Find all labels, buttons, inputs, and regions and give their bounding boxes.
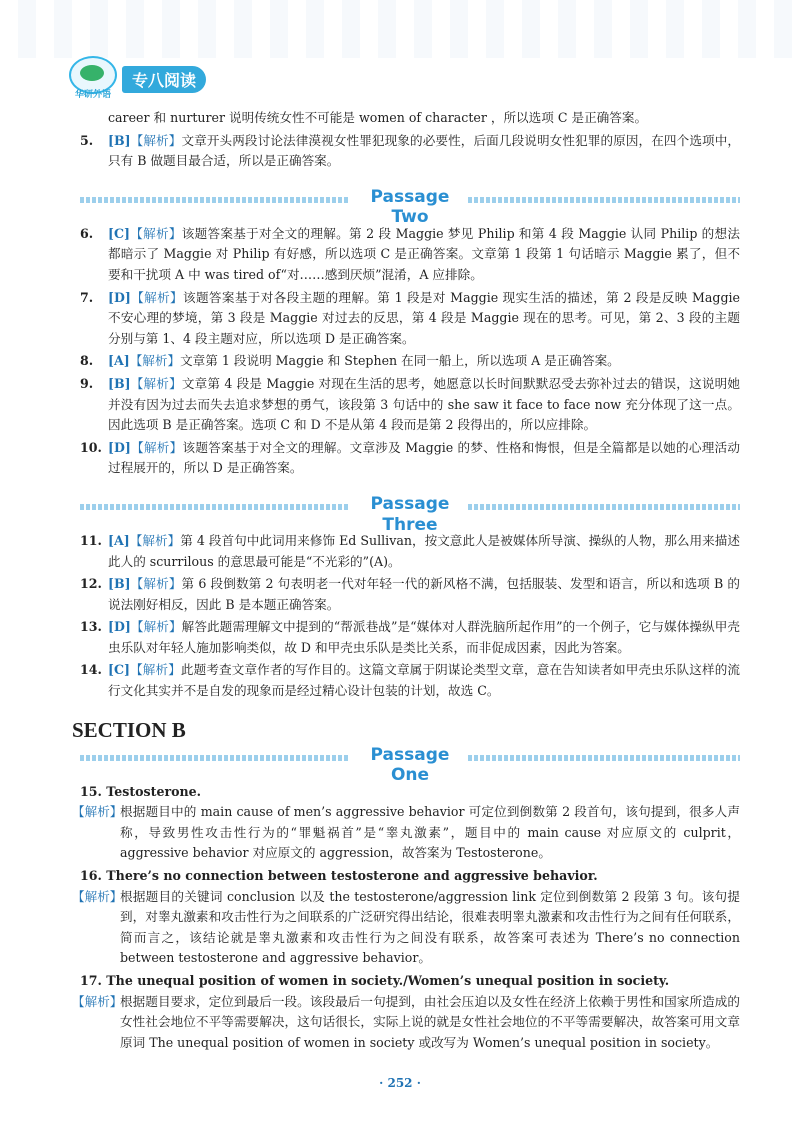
answer-item-12 bbox=[80, 574, 740, 615]
answer-letter: [D] bbox=[108, 289, 131, 305]
item-number: 7. bbox=[80, 289, 94, 305]
answer-letter: [B] bbox=[108, 576, 131, 592]
explanation-text: 根据题目要求，定位到最后一段。该段最后一句提到，由社会压迫以及女性在经济上依赖于男性和国家所造成的女性社会地位不平等需要解决，这句话很长，实际上说的就是女性社会地位的不平等需要解决，故答案可用文章原词 The unequal position of women in society 或改写为 Women’s unequal position in society。 bbox=[120, 993, 740, 1050]
page-number: · 252 · bbox=[379, 1076, 421, 1090]
question-answer-17: 17. The unequal position of women in society./Women’s unequal position in society. bbox=[80, 973, 670, 988]
page-header bbox=[66, 56, 206, 102]
answer-item-7 bbox=[80, 288, 740, 350]
heading-bar-right bbox=[468, 755, 740, 761]
answer-letter: [B] bbox=[108, 375, 131, 391]
header-title: 专八阅读 bbox=[122, 66, 206, 93]
explanation-text: 该题答案基于对全文的理解。文章涉及 Maggie 的梦、性格和悔恨，但是全篇都是以她的心理活动过程展开的，所以 D 是正确答案。 bbox=[108, 439, 741, 476]
top-decor-band bbox=[0, 0, 800, 58]
analysis-tag: 【解析】 bbox=[129, 532, 181, 548]
answer-letter: [A] bbox=[108, 532, 130, 548]
passage-two-heading bbox=[80, 186, 740, 228]
question-answer-16: 16. There’s no connection between testosterone and aggressive behavior. bbox=[80, 868, 598, 884]
section-heading: SECTION B bbox=[72, 717, 186, 742]
logo-text: 华研外语 bbox=[74, 90, 111, 100]
passage-title: Passage One bbox=[370, 744, 450, 786]
answer-item-9 bbox=[80, 374, 740, 436]
analysis-tag: 【解析】 bbox=[130, 289, 184, 305]
answer-item-13 bbox=[80, 617, 740, 658]
answer-item-11 bbox=[80, 531, 740, 572]
publisher-logo bbox=[66, 56, 116, 102]
heading-bar-left bbox=[80, 755, 348, 761]
item-number: 12. bbox=[80, 576, 102, 592]
answer-letter: [D] bbox=[108, 439, 131, 455]
heading-bar-left bbox=[80, 197, 348, 203]
item-number: 13. bbox=[80, 619, 102, 635]
item-number: 14. bbox=[80, 662, 102, 678]
explanation-text: 此题考查文章作者的写作目的。这篇文章属于阴谋论类型文章，意在告知读者如甲壳虫乐队这样的流行文化其实并不是自发的现象而是经过精心设计包装的计划，故选 C。 bbox=[108, 662, 741, 699]
analysis-17 bbox=[72, 992, 740, 1054]
passage-title: Passage Two bbox=[370, 186, 450, 228]
answer-item-6 bbox=[80, 224, 740, 286]
analysis-tag: 【解析】 bbox=[72, 804, 123, 820]
explanation-text: 第 4 段首句中此词用来修饰 Ed Sullivan，按文意此人是被媒体所导演、操纵的人物，那么用来描述此人的 scurrilous 的意思最可能是“不光彩的”(A)。 bbox=[108, 532, 740, 569]
analysis-tag: 【解析】 bbox=[72, 888, 123, 904]
analysis-tag: 【解析】 bbox=[72, 993, 123, 1009]
passage-one-heading bbox=[80, 744, 740, 786]
answer-letter: [A] bbox=[108, 353, 130, 369]
item-number: 6. bbox=[80, 225, 94, 241]
analysis-tag: 【解析】 bbox=[129, 353, 181, 369]
answer-letter: [C] bbox=[108, 225, 130, 241]
answer-letter: [B] bbox=[108, 132, 131, 148]
analysis-tag: 【解析】 bbox=[129, 662, 181, 678]
answer-letter: [D] bbox=[108, 619, 131, 635]
analysis-tag: 【解析】 bbox=[130, 375, 182, 391]
passage-three-heading bbox=[80, 493, 740, 535]
analysis-tag: 【解析】 bbox=[129, 225, 182, 241]
item-number: 5. bbox=[80, 132, 94, 148]
analysis-16 bbox=[72, 887, 740, 969]
explanation-text: 根据题目的关键词 conclusion 以及 the testosterone/aggression link 定位到倒数第 2 段第 3 句。该句提到，对睾丸激素和攻击性行为之间联系的广泛研究得出结论，很难表明睾丸激素和攻击性行为之间有任何联系，简而言之，该结论就是睾丸激素和攻击性行为之间没有联系，故答案可表述为 There’s no connection between testosterone and aggressive behavior。 bbox=[120, 888, 740, 966]
item-number: 9. bbox=[80, 375, 94, 391]
analysis-tag: 【解析】 bbox=[130, 132, 182, 148]
analysis-tag: 【解析】 bbox=[130, 576, 182, 592]
explanation-text: 第 6 段倒数第 2 句表明老一代对年轻一代的新风格不满，包括服装、发型和语言，所以和选项 B 的说法刚好相反，因此 B 是本题正确答案。 bbox=[108, 576, 740, 612]
answer-letter: [C] bbox=[108, 662, 130, 678]
heading-bar-right bbox=[468, 504, 740, 510]
heading-bar-right bbox=[468, 197, 740, 203]
analysis-tag: 【解析】 bbox=[130, 619, 182, 635]
explanation-text: 根据题目中的 main cause of men’s aggressive behavior 可定位到倒数第 2 段首句，该句提到，很多人声称，导致男性攻击性行为的“罪魁祸首”是“睾丸激素”，题目中的 main cause 对应原文的 culprit，aggressive behavior 对应原文的 aggression，故答案为 Testosterone。 bbox=[120, 804, 740, 861]
answer-item-8 bbox=[80, 351, 740, 372]
explanation-text: 文章开头两段讨论法律漠视女性罪犯现象的必要性，后面几段说明女性犯罪的原因，在四个选项中，只有 B 做题目最合适，所以是正确答案。 bbox=[108, 132, 741, 169]
explanation-text: 该题答案基于对全文的理解。第 2 段 Maggie 梦见 Philip 和第 4 段 Maggie 认同 Philip 的想法都暗示了 Maggie 对 Philip 有好感，所以选项 C 是正确答案。文章第 1 段第 1 句话暗示 Maggie 累了，但不要和干扰项 A 中 was tired of“对……感到厌烦”混淆，A 应排除。 bbox=[108, 225, 741, 282]
answer-item-10 bbox=[80, 438, 740, 479]
item-number: 11. bbox=[80, 532, 102, 548]
item-number: 10. bbox=[80, 439, 102, 455]
explanation-text: 文章第 4 段是 Maggie 对现在生活的思考，她愿意以长时间默默忍受去弥补过去的错误，这说明她并没有因为过去而失去追求梦想的勇气，该段第 3 句话中的 she saw it face to face now 充分体现了这一点。因此选项 B 是正确答案。选项 C 和 D 不是从第 4 段而是第 2 段得出的，所以应排除。 bbox=[108, 375, 740, 433]
logo-mascot-icon bbox=[80, 65, 104, 81]
answer-item-5 bbox=[80, 131, 740, 172]
passage-title: Passage Three bbox=[370, 493, 450, 535]
item-number: 8. bbox=[80, 353, 94, 369]
answer-item-14 bbox=[80, 660, 740, 701]
explanation-text: 文章第 1 段说明 Maggie 和 Stephen 在同一船上，所以选项 A 是正确答案。 bbox=[180, 353, 620, 369]
page-content bbox=[72, 108, 741, 1053]
explanation-text: 解答此题需理解文中提到的“帮派巷战”是“媒体对人群洗脑所起作用”的一个例子，它与媒体操纵甲壳虫乐队对年轻人施加影响类似，故 D 和甲壳虫乐队是类比关系，而非促成因素，因此为答案。 bbox=[108, 619, 741, 655]
explanation-text: 该题答案基于对各段主题的理解。第 1 段是对 Maggie 现实生活的描述，第 2 段是反映 Maggie 不安心理的梦境，第 3 段是 Maggie 对过去的反思，第 4 段是 Maggie 现在的思考。可见，第 2、3 段的主题分别与第 1、4 段主题对应，所以选项 D 是正确答案。 bbox=[108, 289, 741, 346]
analysis-15 bbox=[72, 802, 740, 864]
question-answer-15: 15. Testosterone. bbox=[80, 783, 202, 799]
analysis-tag: 【解析】 bbox=[130, 439, 183, 455]
continued-paragraph: career 和 nurturer 说明传统女性不可能是 women of character ，所以选项 C 是正确答案。 bbox=[108, 110, 648, 125]
heading-bar-left bbox=[80, 504, 348, 510]
